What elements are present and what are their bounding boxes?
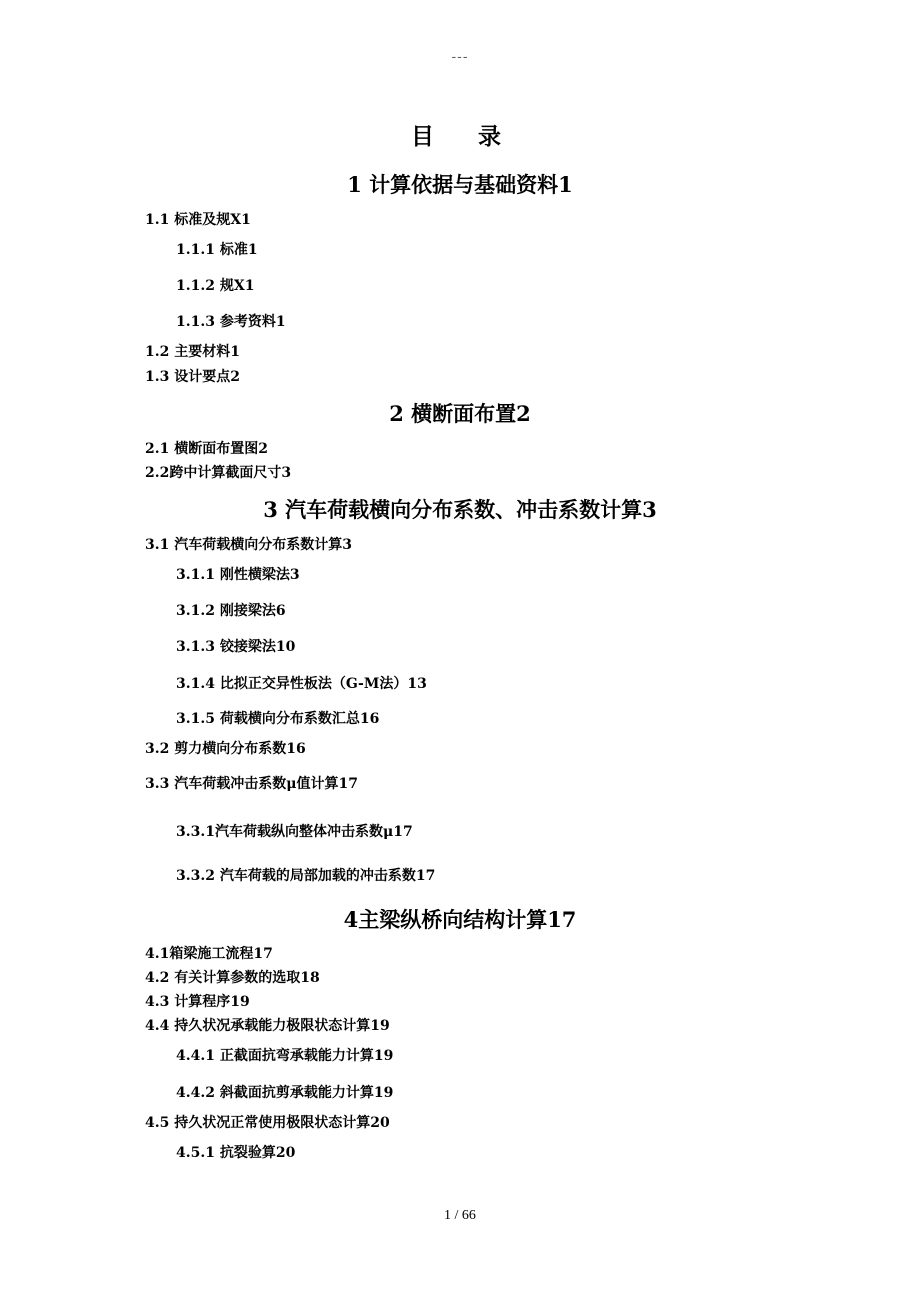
toc-entry-2-2[interactable]: 2.2跨中计算截面尺寸3 [145, 465, 292, 481]
toc-entry-1-1-2[interactable]: 1.1.2 规X1 [176, 278, 255, 294]
toc-entry-chapter-1[interactable]: 1 计算依据与基础资料1 [347, 172, 573, 197]
toc-entry-3-3-1[interactable]: 3.3.1汽车荷载纵向整体冲击系数μ17 [176, 824, 413, 840]
toc-entry-3-1-2[interactable]: 3.1.2 刚接梁法6 [176, 603, 286, 619]
toc-entry-chapter-4[interactable]: 4主梁纵桥向结构计算17 [343, 907, 577, 932]
toc-entry-3-1-4[interactable]: 3.1.4 比拟正交异性板法（G-M法）13 [176, 676, 427, 692]
toc-entry-1-1-3[interactable]: 1.1.3 参考资料1 [176, 314, 286, 330]
toc-entry-4-1[interactable]: 4.1箱梁施工流程17 [145, 946, 273, 962]
toc-entry-4-5-1[interactable]: 4.5.1 抗裂验算20 [176, 1145, 296, 1161]
toc-entry-4-4-2[interactable]: 4.4.2 斜截面抗剪承载能力计算19 [176, 1085, 394, 1101]
toc-entry-3-1-3[interactable]: 3.1.3 铰接梁法10 [176, 639, 296, 655]
toc-entry-1-1[interactable]: 1.1 标准及规X1 [145, 212, 251, 228]
toc-entry-4-5[interactable]: 4.5 持久状况正常使用极限状态计算20 [145, 1115, 390, 1131]
toc-entry-2-1[interactable]: 2.1 横断面布置图2 [145, 441, 268, 457]
toc-entry-4-4[interactable]: 4.4 持久状况承载能力极限状态计算19 [145, 1018, 390, 1034]
toc-entry-4-4-1[interactable]: 4.4.1 正截面抗弯承载能力计算19 [176, 1048, 394, 1064]
toc-entry-3-3-2[interactable]: 3.3.2 汽车荷载的局部加载的冲击系数17 [176, 868, 436, 884]
toc-entry-1-1-1[interactable]: 1.1.1 标准1 [176, 242, 258, 258]
toc-entry-3-3[interactable]: 3.3 汽车荷载冲击系数μ值计算17 [145, 776, 358, 792]
toc-entry-4-2[interactable]: 4.2 有关计算参数的选取18 [145, 970, 320, 986]
toc-entry-1-2[interactable]: 1.2 主要材料1 [145, 344, 240, 360]
toc-entry-3-1[interactable]: 3.1 汽车荷载横向分布系数计算3 [145, 537, 352, 553]
toc-entry-4-3[interactable]: 4.3 计算程序19 [145, 994, 250, 1010]
toc-entry-chapter-2[interactable]: 2 横断面布置2 [389, 401, 531, 426]
toc-entry-chapter-3[interactable]: 3 汽车荷载横向分布系数、冲击系数计算3 [263, 497, 657, 522]
toc-entry-3-1-1[interactable]: 3.1.1 刚性横梁法3 [176, 567, 300, 583]
toc-title: 目 录 [410, 123, 519, 150]
toc-entry-1-3[interactable]: 1.3 设计要点2 [145, 369, 240, 385]
header-mark: --- [451, 50, 469, 65]
page-number: 1 / 66 [444, 1208, 476, 1223]
toc-entry-3-1-5[interactable]: 3.1.5 荷载横向分布系数汇总16 [176, 711, 380, 727]
toc-entry-3-2[interactable]: 3.2 剪力横向分布系数16 [145, 741, 306, 757]
